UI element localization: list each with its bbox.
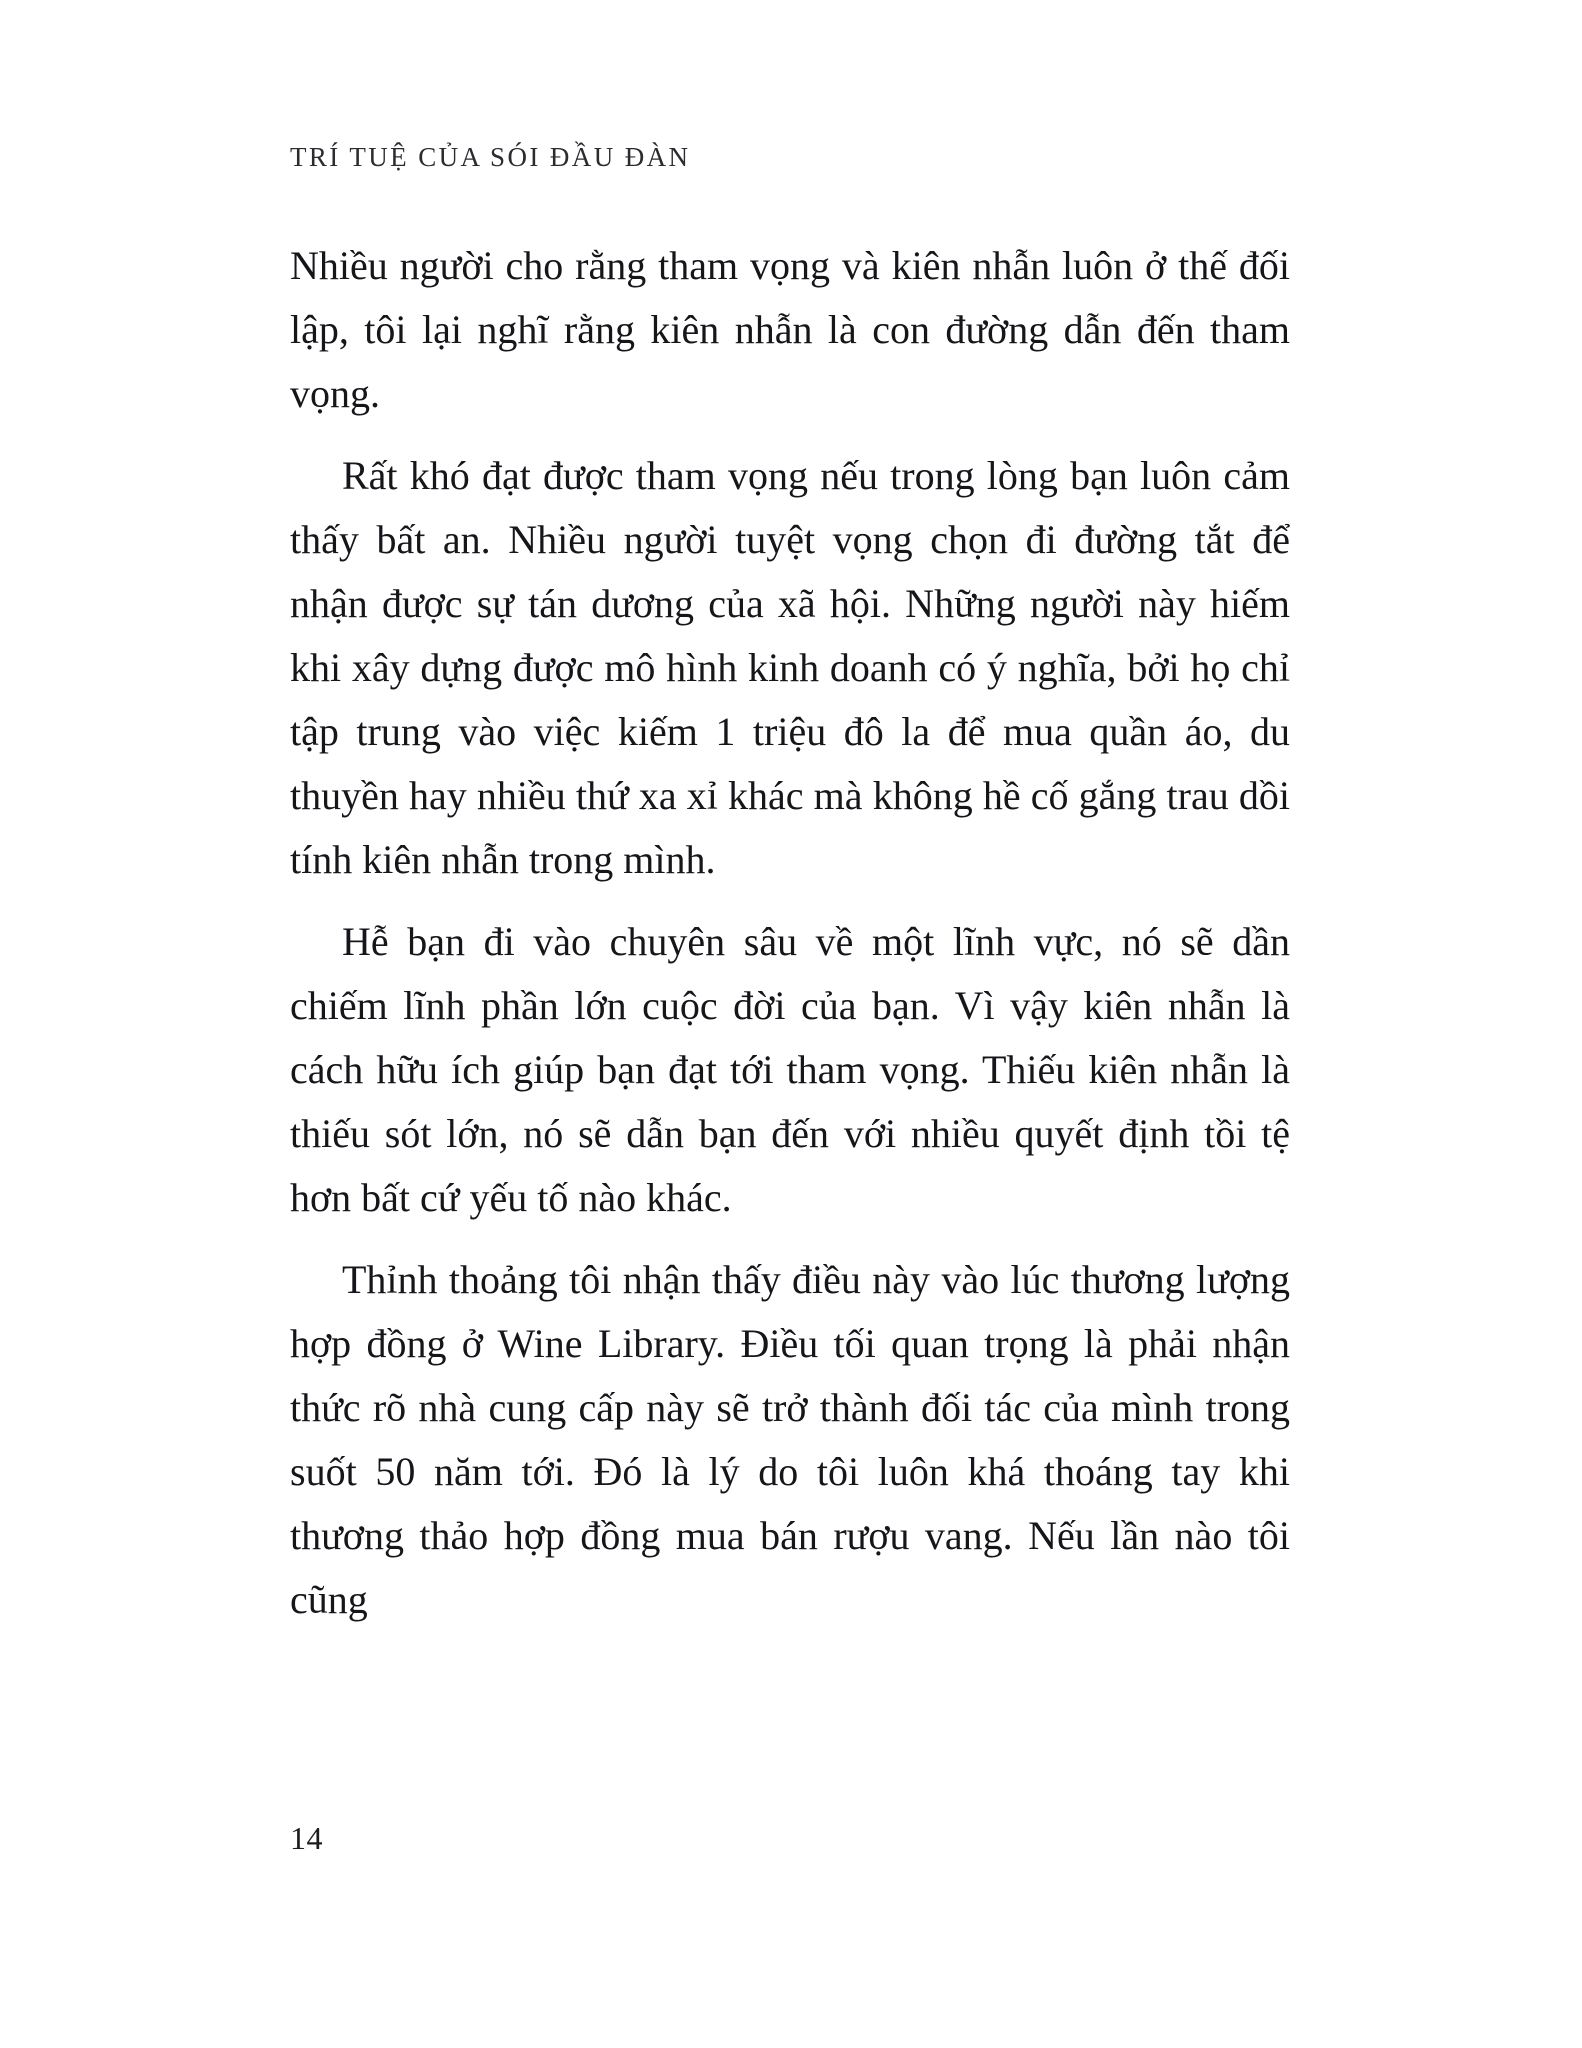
paragraph: Nhiều người cho rằng tham vọng và kiên nhẫn luôn ở thế đối lập, tôi lại nghĩ rằng kiên nhẫn là con đường dẫn đến tham vọng. [290, 243, 1290, 416]
body-text-column [290, 234, 1290, 1696]
page-content-frame [290, 0, 1290, 2048]
running-head-chapter-title: TRÍ TUỆ CỦA SÓI ĐẦU ĐÀN [290, 142, 691, 172]
paragraph: Hễ bạn đi vào chuyên sâu về một lĩnh vực, nó sẽ dần chiếm lĩnh phần lớn cuộc đời của bạn. Vì vậy kiên nhẫn là cách hữu ích giúp bạn đạt tới tham vọng. Thiếu kiên nhẫn là thiếu sót lớn, nó sẽ dẫn bạn đến với nhiều quyết định tồi tệ hơn bất cứ yếu tố nào khác. [290, 919, 1290, 1220]
paragraph: Rất khó đạt được tham vọng nếu trong lòng bạn luôn cảm thấy bất an. Nhiều người tuyệt vọng chọn đi đường tắt để nhận được sự tán dương của xã hội. Những người này hiếm khi xây dựng được mô hình kinh doanh có ý nghĩa, bởi họ chỉ tập trung vào việc kiếm 1 triệu đô la để mua quần áo, du thuyền hay nhiều thứ xa xỉ khác mà không hề cố gắng trau dồi tính kiên nhẫn trong mình. [290, 453, 1290, 882]
page-number: 14 [290, 1820, 323, 1856]
paragraph: Thỉnh thoảng tôi nhận thấy điều này vào lúc thương lượng hợp đồng ở Wine Library. Điều tối quan trọng là phải nhận thức rõ nhà cung cấp này sẽ trở thành đối tác của mình trong suốt 50 năm tới. Đó là lý do tôi luôn khá thoáng tay khi thương thảo hợp đồng mua bán rượu vang. Nếu lần nào tôi cũng [290, 1257, 1290, 1622]
